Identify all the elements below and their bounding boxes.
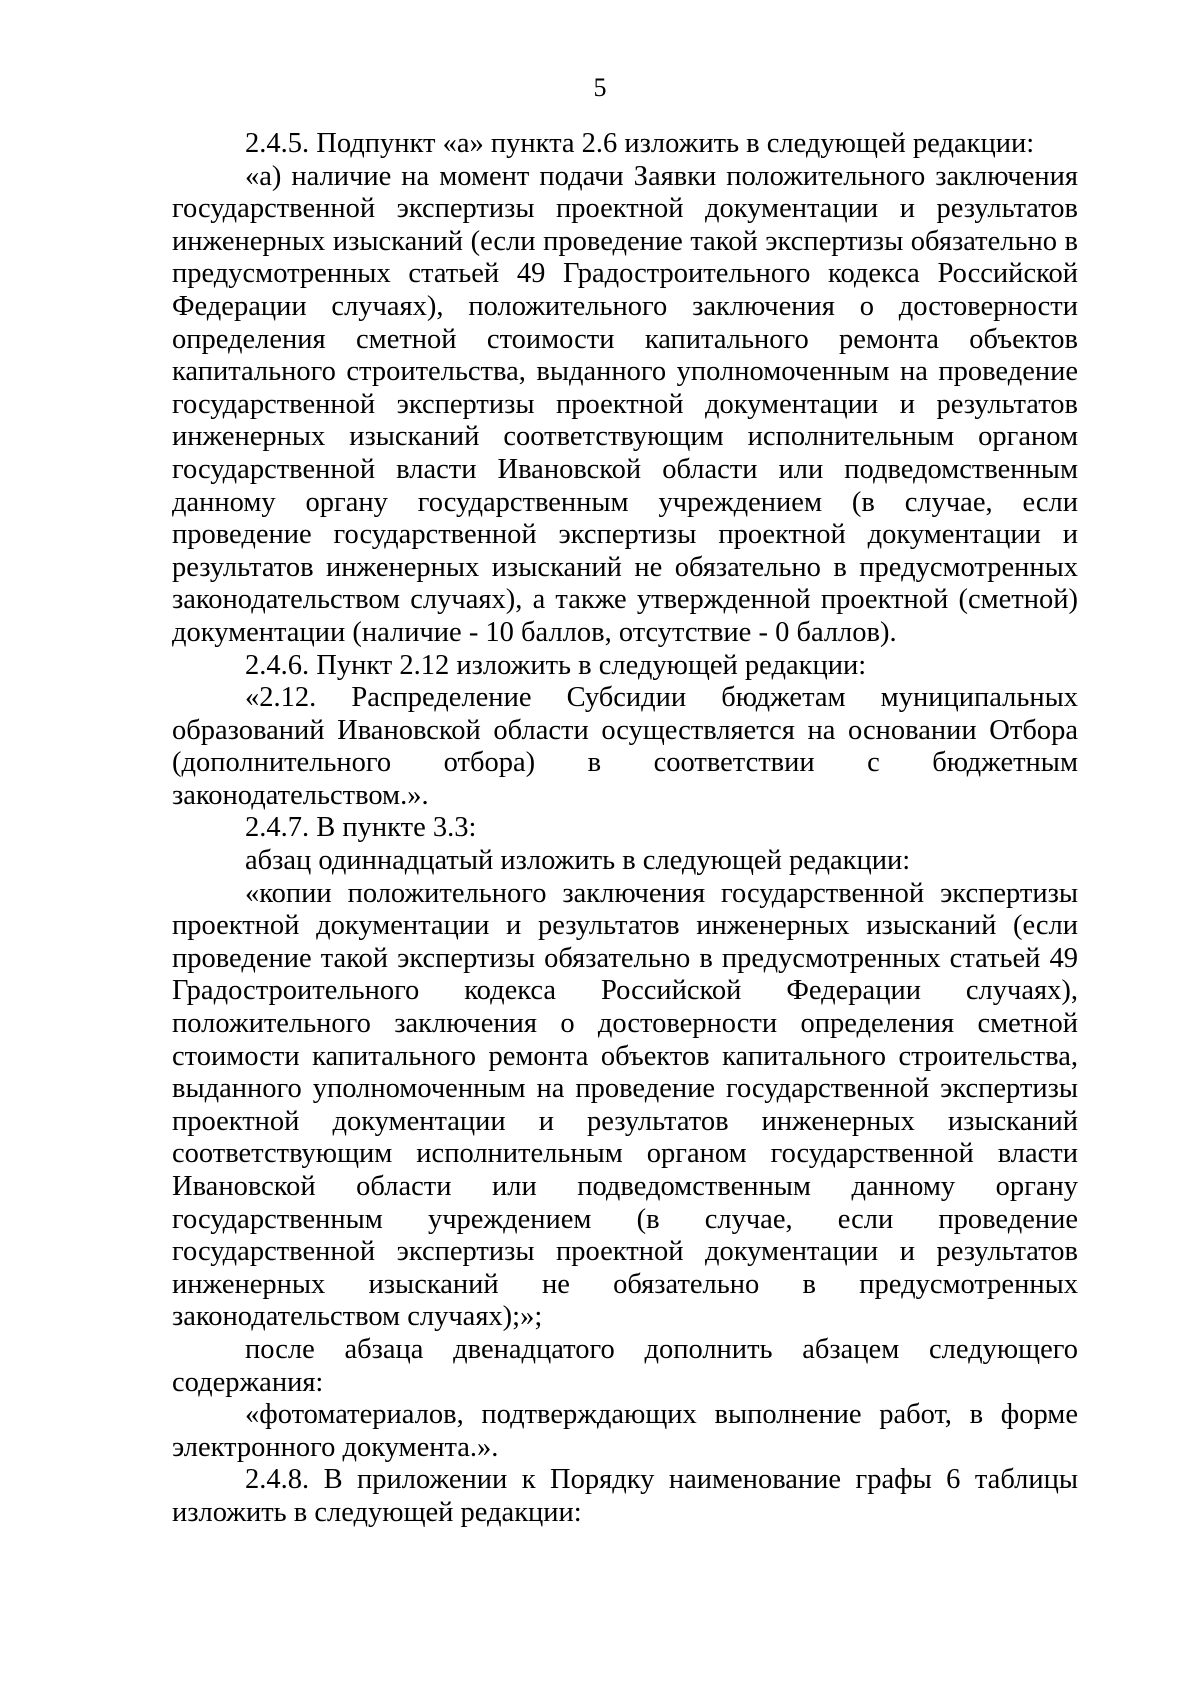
- paragraph-2-4-8: 2.4.8. В приложении к Порядку наименование графы 6 таблицы изложить в следующей редакции:: [172, 1464, 1078, 1528]
- paragraph-2-4-6: 2.4.6. Пункт 2.12 изложить в следующей редакции:: [245, 649, 867, 681]
- document-body: [172, 128, 1078, 1530]
- paragraph-2-12-text: «2.12. Распределение Субсидии бюджетам муниципальных образований Ивановской области осуществляется на основании Отбора (дополнительного отбора) в соответствии с бюджетным законодательством.».: [172, 682, 1078, 811]
- paragraph-copies-text: «копии положительного заключения государственной экспертизы проектной документации и результатов инженерных изысканий (если проведение такой экспертизы обязательно в предусмотренных статьей 49 Градостроительного кодекса Российской Федерации случаях), положительного заключения о достоверности определения сметной стоимости капитального ремонта объектов капитального строительства, выданного уполномоченным на проведение государственной экспертизы проектной документации и результатов инженерных изысканий соответствующим исполнительным органом государственной власти Ивановской области или подведомственным данному органу государственным учреждением (в случае, если проведение государственной экспертизы проектной документации и результатов инженерных изысканий не обязательно в предусмотренных законодательством случаях);»;: [172, 877, 1078, 1333]
- paragraph-after-twelfth-instruction: после абзаца двенадцатого дополнить абзацем следующего содержания:: [172, 1333, 1078, 1398]
- paragraph-2-6-a-text: «а) наличие на момент подачи Заявки положительного заключения государственной экспертизы проектной документации и результатов инженерных изысканий (если проведение такой экспертизы обязательно в предусмотренных статьей 49 Градостроительного кодекса Российской Федерации случаях), положительного заключения о достоверности определения сметной стоимости капитального ремонта объектов капитального строительства, выданного уполномоченным на проведение государственной экспертизы проектной документации и результатов инженерных изысканий соответствующим исполнительным органом государственной власти Ивановской области или подведомственным данному органу государственным учреждением (в случае, если проведение государственной экспертизы проектной документации и результатов инженерных изысканий не обязательно в предусмотренных законодательством случаях), а также утвержденной проектной (сметной) документации (наличие - 10 баллов, отсутствие - 0 баллов).: [172, 160, 1078, 648]
- paragraph-2-4-5: 2.4.5. Подпункт «а» пункта 2.6 изложить в следующей редакции:: [245, 128, 1035, 159]
- paragraph-eleventh-abzac-instruction: абзац одиннадцатый изложить в следующей редакции:: [245, 845, 911, 877]
- paragraph-2-4-7: 2.4.7. В пункте 3.3:: [245, 812, 477, 844]
- page-number: 5: [593, 73, 607, 102]
- paragraph-photo-materials-text: «фотоматериалов, подтверждающих выполнение работ, в форме электронного документа.».: [172, 1399, 1078, 1463]
